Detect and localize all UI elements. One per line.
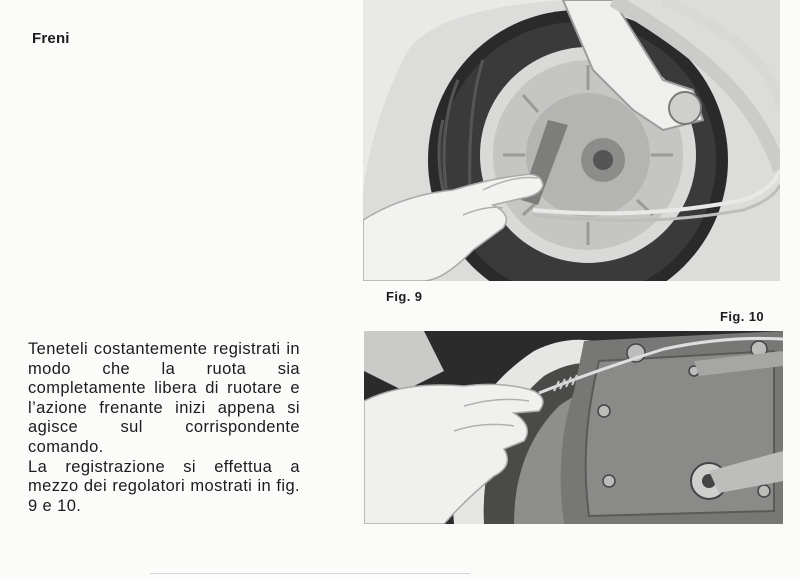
figure-10-photo bbox=[364, 331, 783, 524]
paragraph-regulators: La registrazione si effettua a mezzo dei regolatori mostrati in fig. 9 e 10. bbox=[28, 457, 300, 515]
figure-9-caption: Fig. 9 bbox=[386, 289, 423, 304]
figure-10-caption: Fig. 10 bbox=[720, 309, 764, 324]
figure-9-photo bbox=[363, 0, 780, 281]
section-title: Freni bbox=[32, 30, 70, 47]
paragraph-adjustment: Teneteli costantemente registrati in modo che la ruota sia completamente libera di ruotare e l’azione frenante inizi appena si agisce sul corrispondente comando. bbox=[28, 340, 300, 456]
body-text bbox=[28, 340, 300, 516]
scan-edge-line bbox=[150, 573, 470, 574]
